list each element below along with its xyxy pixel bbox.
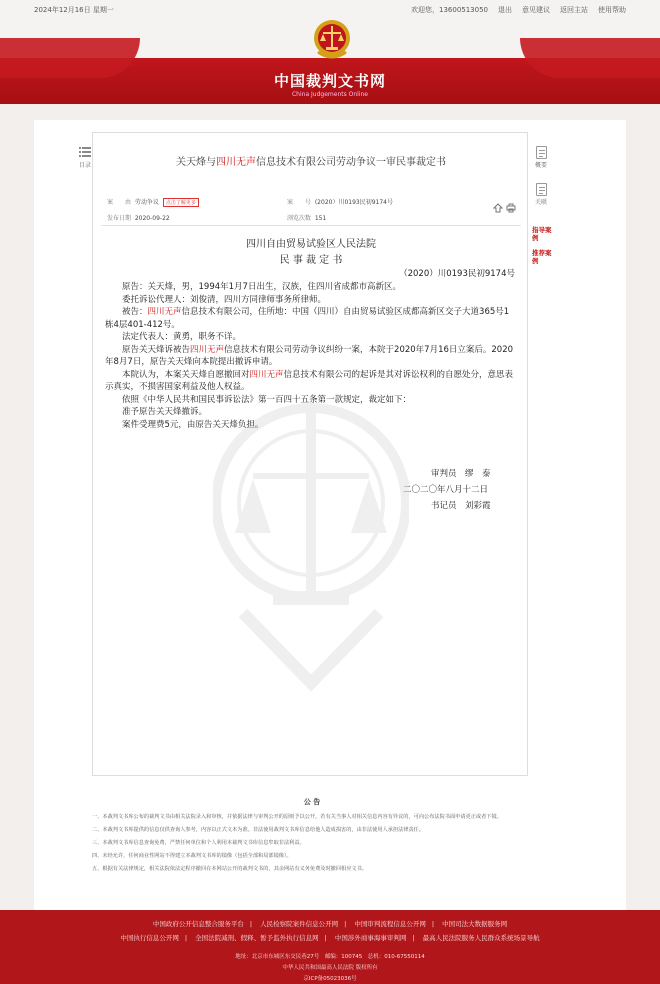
views-field [287, 213, 326, 222]
opinion-text: 本院认为，本案关天烽自愿撤回对 [122, 369, 250, 380]
publish-date-field [107, 213, 170, 222]
recommended-cases-link[interactable]: 推荐案例 [532, 249, 552, 265]
list-icon [79, 146, 91, 158]
document-icon [536, 183, 547, 196]
related-button[interactable] [528, 183, 554, 206]
judgement-date: 二〇二〇年八月十二日 [403, 485, 489, 495]
cause-label: 案 由 [107, 199, 132, 206]
court-emblem-watermark-icon [213, 393, 409, 693]
site-title[interactable]: 中国裁判文书网 [273, 72, 386, 90]
court-opinion-paragraph [105, 369, 517, 394]
title-part: 信息技术有限公司劳动争议一审民事裁定书 [256, 157, 446, 168]
footer-link[interactable]: 中国执行信息公开网 [120, 934, 179, 942]
case-text: 信息技术有限公司劳动争议纠纷一案，本院于2020年7月16日立案后。2020年8月7日，原告关天烽向本院提出撤诉申请。 [105, 344, 514, 367]
related-label: 关联 [534, 199, 547, 206]
learn-more-tag[interactable]: 点击了解更多 [163, 198, 199, 207]
cause-field [107, 197, 199, 207]
case-number-field [287, 197, 393, 206]
case-no-value: (2020）川0193民初9174号 [314, 199, 393, 206]
views-label: 浏览次数 [287, 215, 312, 222]
agent-paragraph: 委托诉讼代理人：刘俊清，四川方同律师事务所律师。 [122, 294, 327, 305]
site-subtitle: China Judgements Online [291, 91, 368, 98]
case-paragraph [105, 344, 517, 369]
overview-label: 概要 [534, 162, 547, 169]
notice-item: 三、本裁判文书库信息查询免费，严禁任何单位和个人利用本裁判文书库信息牟取非法利益。 [92, 840, 305, 846]
footer-link[interactable]: 最高人民法院服务人民群众系统场景导航 [422, 934, 540, 942]
cause-value: 劳动争议 [134, 199, 159, 206]
top-links [411, 5, 626, 15]
share-icon[interactable] [493, 203, 503, 213]
case-number: （2020）川0193民初9174号 [399, 269, 515, 279]
notice-title: 公 告 [303, 798, 321, 806]
publish-date-label: 发布日期 [107, 215, 132, 222]
catalog-label: 目录 [78, 162, 91, 169]
title-part: 关天烽与 [176, 157, 216, 168]
legal-rep-paragraph: 法定代表人：黄勇，职务不详。 [122, 332, 242, 342]
help-link[interactable]: 使用帮助 [598, 6, 626, 14]
court-name: 四川自由贸易试验区人民法院 [246, 239, 376, 250]
footer-link[interactable]: 中国涉外商事海事审判网 [334, 934, 407, 942]
law-paragraph: 依照《中华人民共和国民事诉讼法》第一百四十五条第一款规定，裁定如下： [122, 394, 412, 405]
current-date: 2024年12月16日 星期一 [34, 6, 114, 14]
notice-item: 四、未经允许，任何商业性网站不得建立本裁判文书库的镜像（包括全部和局部镜像）。 [92, 853, 292, 859]
print-icon[interactable] [506, 203, 516, 213]
document-body [105, 281, 517, 431]
defendant-paragraph [105, 306, 517, 331]
home-link[interactable]: 返回主站 [560, 6, 588, 14]
opinion-text: 信息技术有限公司的起诉是其对诉讼权利的自愿处分，意思表示真实，不损害国家利益及他人权益。 [105, 369, 514, 392]
ruling-paragraph: 准予原告关天烽撤诉。 [122, 407, 208, 417]
defendant-highlight: 四川无声 [147, 307, 182, 317]
case-no-label: 案 号 [287, 199, 312, 206]
notice-item: 五、根据有关法律规定，相关法院依法定程序撤回在本网站公开的裁判文书的，其余网站有义务免费及时撤回相应文书。 [92, 866, 367, 872]
footer-link[interactable]: 中国司法大数据服务网 [442, 920, 508, 928]
title-highlight: 四川无声 [216, 157, 256, 168]
judge-signature: 审判员 缪 泰 [431, 469, 491, 479]
document-icon [536, 146, 547, 159]
footer-icp[interactable]: 京ICP备05023036号 [303, 976, 357, 982]
guide-cases-link[interactable]: 指导案例 [532, 226, 552, 242]
footer [0, 910, 660, 984]
fee-paragraph: 案件受理费5元，由原告关天烽负担。 [122, 419, 264, 430]
footer-address: 地址：北京市东城区东交民巷27号 邮编：100745 总机：010-67550114 [235, 954, 425, 960]
footer-link[interactable]: 人民检察院案件信息公开网 [260, 920, 339, 928]
footer-link[interactable]: 全国法院减刑、假释、暂予监外执行信息网 [195, 934, 319, 942]
views-value: 151 [314, 215, 327, 222]
footer-links-row: 中国执行信息公开网 | 全国法院减刑、假释、暂予监外执行信息网 | 中国涉外商事海事审判网 | 最高人民法院服务人民群众系统场景导航 [120, 934, 540, 942]
plaintiff-paragraph: 原告：关天烽，男，1994年1月7日出生，汉族，住四川省成都市高新区。 [122, 282, 401, 292]
case-text: 原告关天烽诉被告 [122, 344, 191, 355]
case-highlight: 四川无声 [190, 344, 225, 355]
notice-item: 二、本裁判文书库提供的信息仅供查询人参考，内容以正式文本为准。非法使用裁判文书库信息给他人造成损害的，由非法使用人承担法律责任。 [92, 827, 425, 833]
defendant-prefix: 被告： [122, 307, 148, 317]
footer-copyright: 中华人民共和国最高人民法院 版权所有 [282, 965, 378, 971]
defendant-rest: 信息技术有限公司，住所地：中国（四川）自由贸易试验区成都高新区交子大道365号1栋4层401-412号。 [105, 307, 510, 330]
welcome-user-link[interactable]: 欢迎您，13600513050 [411, 6, 488, 14]
clerk-signature: 书记员 刘彩霞 [431, 501, 491, 511]
top-bar [0, 0, 660, 18]
notice-item: 一、本裁判文书库公布的裁判文书由相关法院录入和审核，并依据法律与审判公开的原则予以公开。若有关当事人对相关信息内容有异议的，可向公布法院书面申请更正或者下镜。 [92, 814, 502, 820]
judgement-document [92, 132, 528, 776]
footer-link[interactable]: 中国政府公开信息整合服务平台 [152, 920, 244, 928]
court-emblem-icon [312, 18, 352, 60]
document-title [93, 153, 528, 168]
logout-link[interactable]: 退出 [498, 6, 512, 14]
header-banner [0, 18, 660, 104]
feedback-link[interactable]: 意见建议 [522, 6, 550, 14]
overview-button[interactable] [528, 146, 554, 169]
document-type: 民 事 裁 定 书 [279, 255, 343, 266]
publish-date-value: 2020-09-22 [134, 215, 170, 222]
footer-links-row: 中国政府公开信息整合服务平台 | 人民检察院案件信息公开网 | 中国审判流程信息公开网 | 中国司法大数据服务网 [152, 920, 508, 928]
opinion-highlight: 四川无声 [249, 369, 284, 380]
footer-link[interactable]: 中国审判流程信息公开网 [354, 920, 426, 928]
notice-section [92, 796, 532, 876]
divider [101, 225, 521, 226]
